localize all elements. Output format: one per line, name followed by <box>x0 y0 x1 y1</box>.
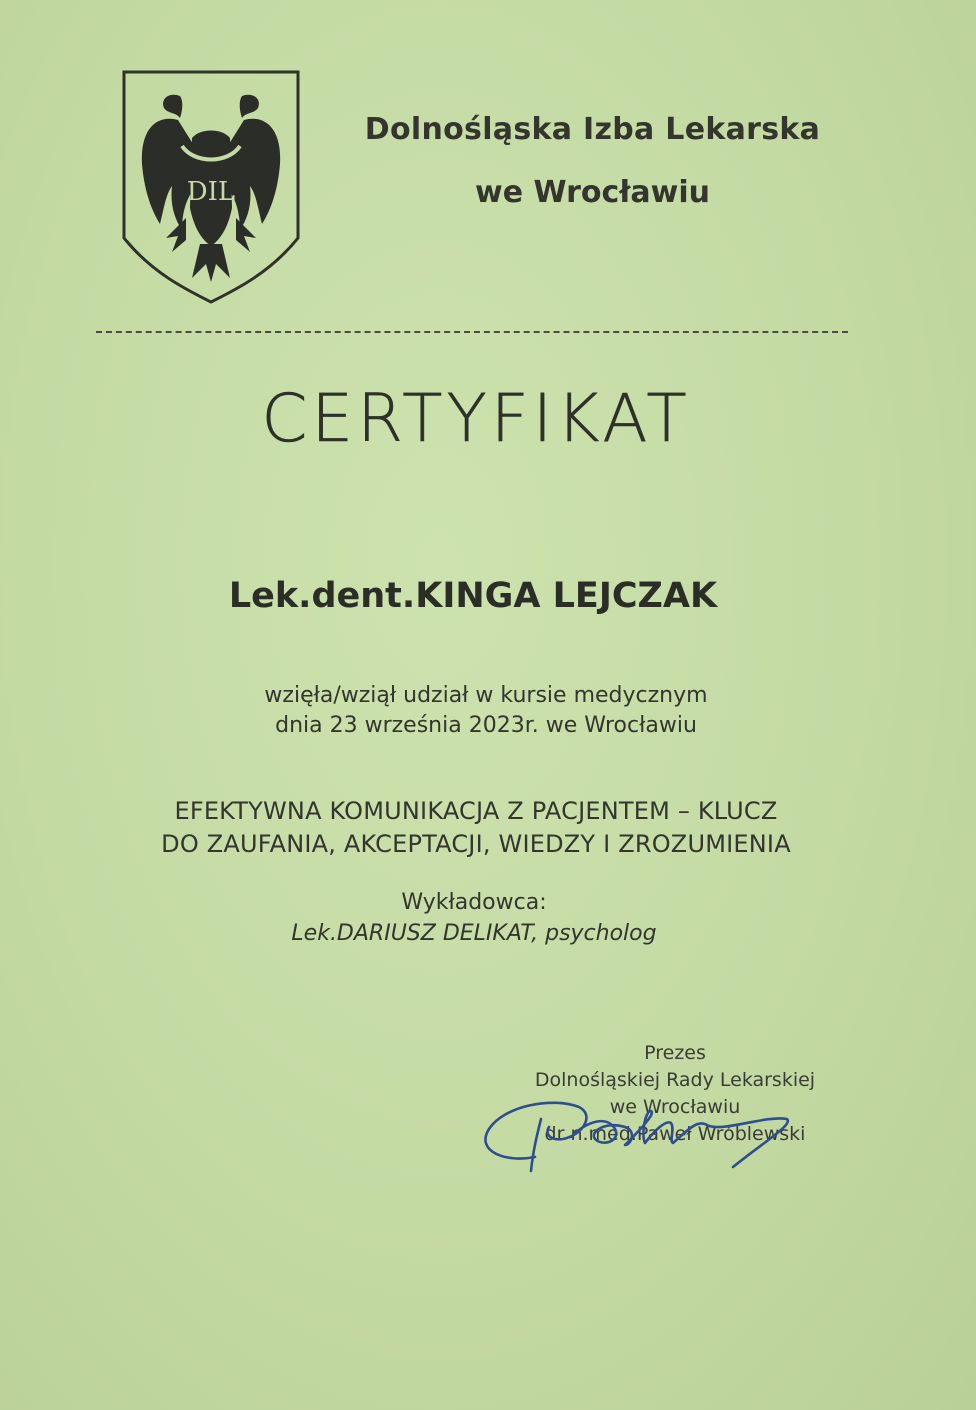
handwritten-signature <box>475 1085 805 1185</box>
participation-line-1: wzięła/wziął udział w kursie medycznym <box>264 683 708 708</box>
lecturer-label: Wykładowca: <box>401 890 547 915</box>
participation-line-2: dnia 23 września 2023r. we Wrocławiu <box>275 713 697 738</box>
organization-city: we Wrocławiu <box>475 175 710 210</box>
crest-monogram: DIL <box>186 177 236 207</box>
eagle-crest-logo <box>120 68 302 306</box>
dashed-divider <box>96 331 848 333</box>
course-title-line-2: DO ZAUFANIA, AKCEPTACJI, WIEDZY I ZROZUMIENIA <box>161 830 791 858</box>
certificate-title-text: CERTYFIKAT <box>261 380 691 457</box>
signatory-city: we Wrocławiu <box>609 1096 741 1118</box>
lecturer-name: Lek.DARIUSZ DELIKAT, psycholog <box>291 921 657 946</box>
organization-name: Dolnośląska Izba Lekarska <box>364 112 821 147</box>
signatory-council: Dolnośląskiej Rady Lekarskiej <box>534 1069 816 1091</box>
course-title-line-1: EFEKTYWNA KOMUNIKACJA Z PACJENTEM – KLUCZ <box>174 797 778 825</box>
certificate-title <box>0 375 976 485</box>
signatory-name: dr n.med.Paweł Wróblewski <box>544 1123 806 1145</box>
signatory-role: Prezes <box>644 1042 706 1064</box>
recipient-name: Lek.dent.KINGA LEJCZAK <box>228 576 718 616</box>
